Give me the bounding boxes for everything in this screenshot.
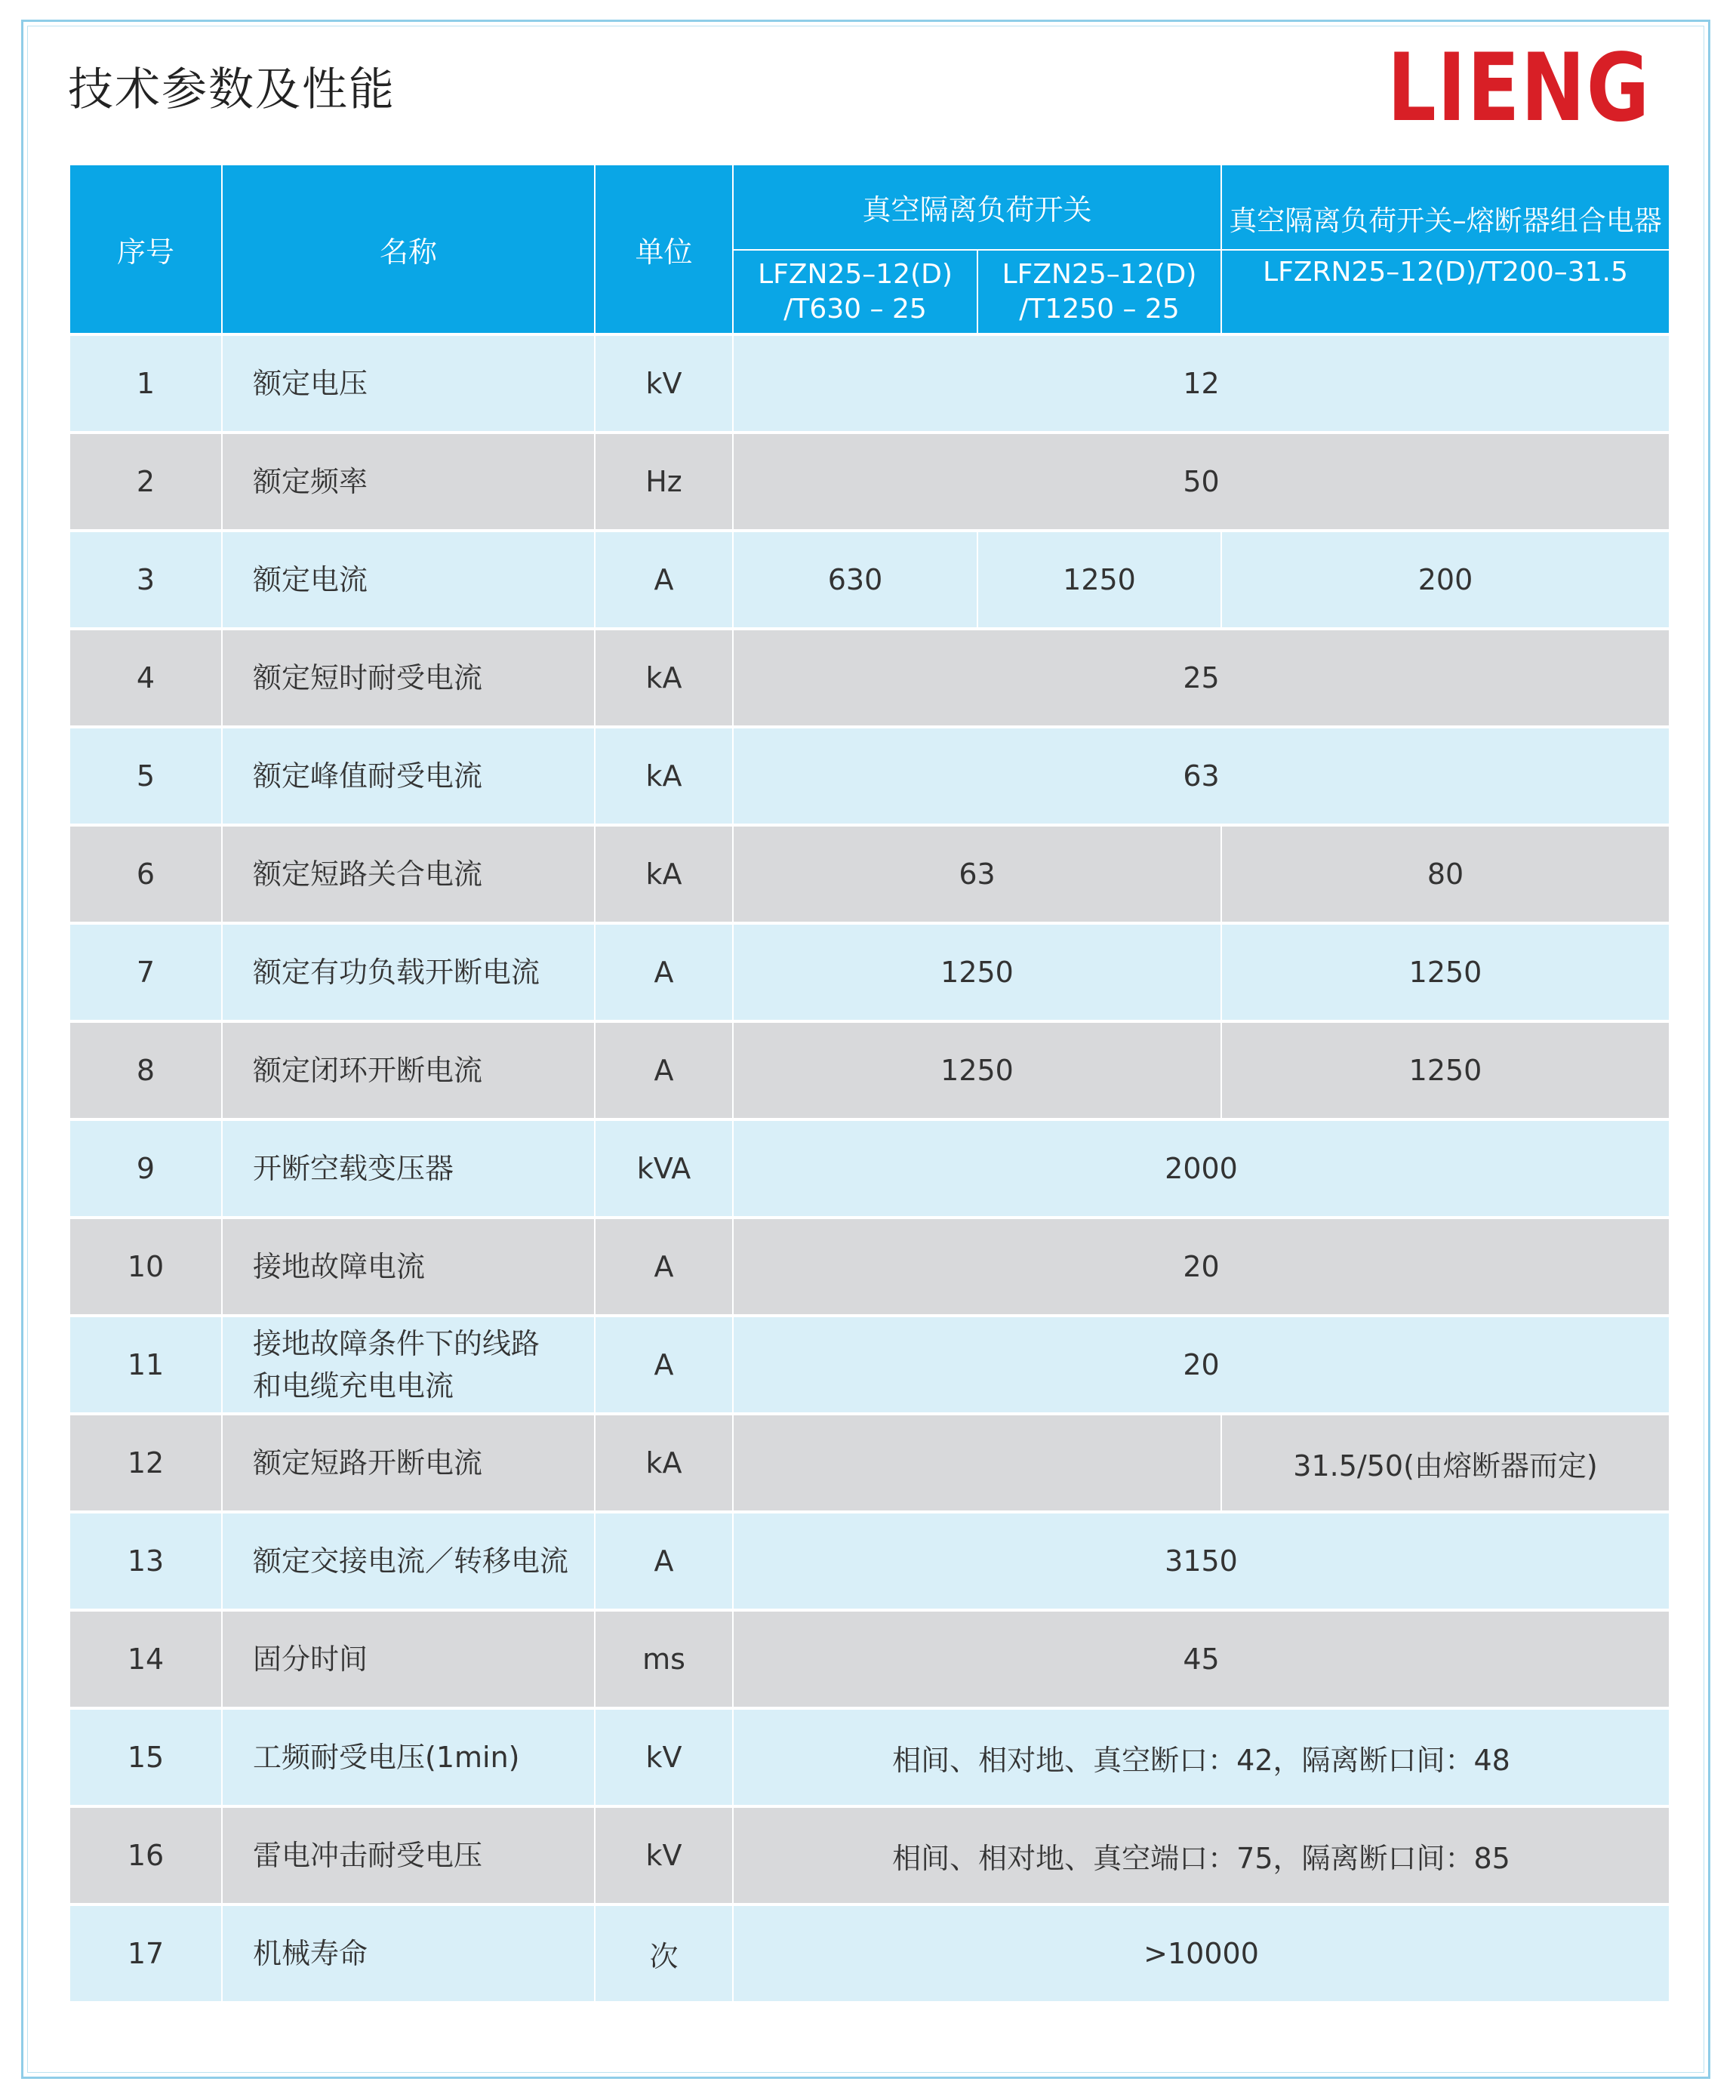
table-row <box>70 1512 1669 1610</box>
row-unit: Hz <box>595 433 733 531</box>
brand-logo <box>1387 34 1656 143</box>
row-index: 17 <box>70 1904 222 2001</box>
row-unit: A <box>595 1512 733 1610</box>
row-value: 50 <box>733 433 1669 531</box>
row-value: 25 <box>733 629 1669 727</box>
row-unit: kV <box>595 1806 733 1904</box>
row-name: 机械寿命 <box>222 1904 595 2001</box>
table-row <box>70 1708 1669 1806</box>
header-unit: 单位 <box>595 165 733 334</box>
header-model-t630-line1: LFZN25–12(D) <box>758 258 953 290</box>
row-name: 额定电压 <box>222 334 595 433</box>
row-value-load-switch <box>733 1414 1221 1512</box>
table-row <box>70 531 1669 629</box>
row-unit: A <box>595 1021 733 1119</box>
row-index: 11 <box>70 1316 222 1414</box>
table-row <box>70 629 1669 727</box>
row-name: 额定交接电流／转移电流 <box>222 1512 595 1610</box>
row-value: 20 <box>733 1218 1669 1316</box>
row-value-load-switch: 63 <box>733 825 1221 923</box>
row-value-combination: 31.5/50(由熔断器而定) <box>1221 1414 1669 1512</box>
row-name: 额定有功负载开断电流 <box>222 923 595 1021</box>
row-name-line2: 和电缆充电电流 <box>253 1369 454 1403</box>
row-name: 额定短时耐受电流 <box>222 629 595 727</box>
row-index: 14 <box>70 1610 222 1708</box>
row-value-t1250: 1250 <box>977 531 1221 629</box>
row-unit: kA <box>595 727 733 825</box>
table-row <box>70 923 1669 1021</box>
row-unit: A <box>595 1316 733 1414</box>
row-value: 3150 <box>733 1512 1669 1610</box>
spec-table <box>70 165 1669 2001</box>
table-row <box>70 1218 1669 1316</box>
row-value: 20 <box>733 1316 1669 1414</box>
row-name: 工频耐受电压(1min) <box>222 1708 595 1806</box>
header-group-combination: 真空隔离负荷开关–熔断器组合电器 <box>1221 165 1669 250</box>
row-unit: kVA <box>595 1119 733 1218</box>
row-unit: 次 <box>595 1904 733 2001</box>
row-index: 2 <box>70 433 222 531</box>
row-value-t200: 200 <box>1221 531 1669 629</box>
row-value-load-switch: 1250 <box>733 1021 1221 1119</box>
table-row <box>70 1119 1669 1218</box>
header-model-t1250 <box>977 250 1221 334</box>
row-name: 额定峰值耐受电流 <box>222 727 595 825</box>
row-index: 13 <box>70 1512 222 1610</box>
row-unit: A <box>595 923 733 1021</box>
row-value: 2000 <box>733 1119 1669 1218</box>
row-index: 1 <box>70 334 222 433</box>
row-name: 开断空载变压器 <box>222 1119 595 1218</box>
table-row <box>70 1904 1669 2001</box>
table-row <box>70 1316 1669 1414</box>
row-unit: kA <box>595 825 733 923</box>
row-index: 8 <box>70 1021 222 1119</box>
header-name: 名称 <box>222 165 595 334</box>
row-unit: kA <box>595 1414 733 1512</box>
row-name-line1: 接地故障条件下的线路 <box>253 1327 540 1360</box>
table-row <box>70 1610 1669 1708</box>
row-unit: kV <box>595 334 733 433</box>
row-name: 额定频率 <box>222 433 595 531</box>
row-value-combination: 80 <box>1221 825 1669 923</box>
row-value-combination: 1250 <box>1221 1021 1669 1119</box>
row-unit: ms <box>595 1610 733 1708</box>
header-model-t630 <box>733 250 977 334</box>
logo-text: LIENG <box>1387 34 1651 143</box>
table-row <box>70 1806 1669 1904</box>
row-index: 16 <box>70 1806 222 1904</box>
table-row <box>70 727 1669 825</box>
row-index: 10 <box>70 1218 222 1316</box>
header-index: 序号 <box>70 165 222 334</box>
table-row <box>70 433 1669 531</box>
row-index: 6 <box>70 825 222 923</box>
row-index: 9 <box>70 1119 222 1218</box>
row-name: 额定短路开断电流 <box>222 1414 595 1512</box>
row-value: >10000 <box>733 1904 1669 2001</box>
header-model-t630-line2: /T630 – 25 <box>783 293 927 325</box>
row-unit: A <box>595 531 733 629</box>
table-row <box>70 825 1669 923</box>
row-index: 12 <box>70 1414 222 1512</box>
row-value: 45 <box>733 1610 1669 1708</box>
row-value: 相间、相对地、真空断口：42，隔离断口间：48 <box>733 1708 1669 1806</box>
row-name: 额定闭环开断电流 <box>222 1021 595 1119</box>
row-value-combination: 1250 <box>1221 923 1669 1021</box>
header-model-t1250-line1: LFZN25–12(D) <box>1002 258 1197 290</box>
row-name: 固分时间 <box>222 1610 595 1708</box>
row-value: 12 <box>733 334 1669 433</box>
row-name: 额定短路关合电流 <box>222 825 595 923</box>
row-unit: kA <box>595 629 733 727</box>
header-model-t1250-line2: /T1250 – 25 <box>1019 293 1180 325</box>
row-value-load-switch: 1250 <box>733 923 1221 1021</box>
row-name: 接地故障电流 <box>222 1218 595 1316</box>
row-index: 5 <box>70 727 222 825</box>
row-unit: A <box>595 1218 733 1316</box>
row-index: 4 <box>70 629 222 727</box>
header-group-load-switch: 真空隔离负荷开关 <box>733 165 1221 250</box>
row-value-t630: 630 <box>733 531 977 629</box>
row-value: 63 <box>733 727 1669 825</box>
row-index: 7 <box>70 923 222 1021</box>
table-row <box>70 1021 1669 1119</box>
table-row <box>70 334 1669 433</box>
table-row <box>70 1414 1669 1512</box>
row-name <box>222 1316 595 1414</box>
row-unit: kV <box>595 1708 733 1806</box>
row-name: 额定电流 <box>222 531 595 629</box>
row-name: 雷电冲击耐受电压 <box>222 1806 595 1904</box>
page-title: 技术参数及性能 <box>68 63 396 116</box>
header-model-t200: LFZRN25–12(D)/T200–31.5 <box>1221 250 1669 334</box>
row-value: 相间、相对地、真空端口：75，隔离断口间：85 <box>733 1806 1669 1904</box>
row-index: 3 <box>70 531 222 629</box>
row-index: 15 <box>70 1708 222 1806</box>
